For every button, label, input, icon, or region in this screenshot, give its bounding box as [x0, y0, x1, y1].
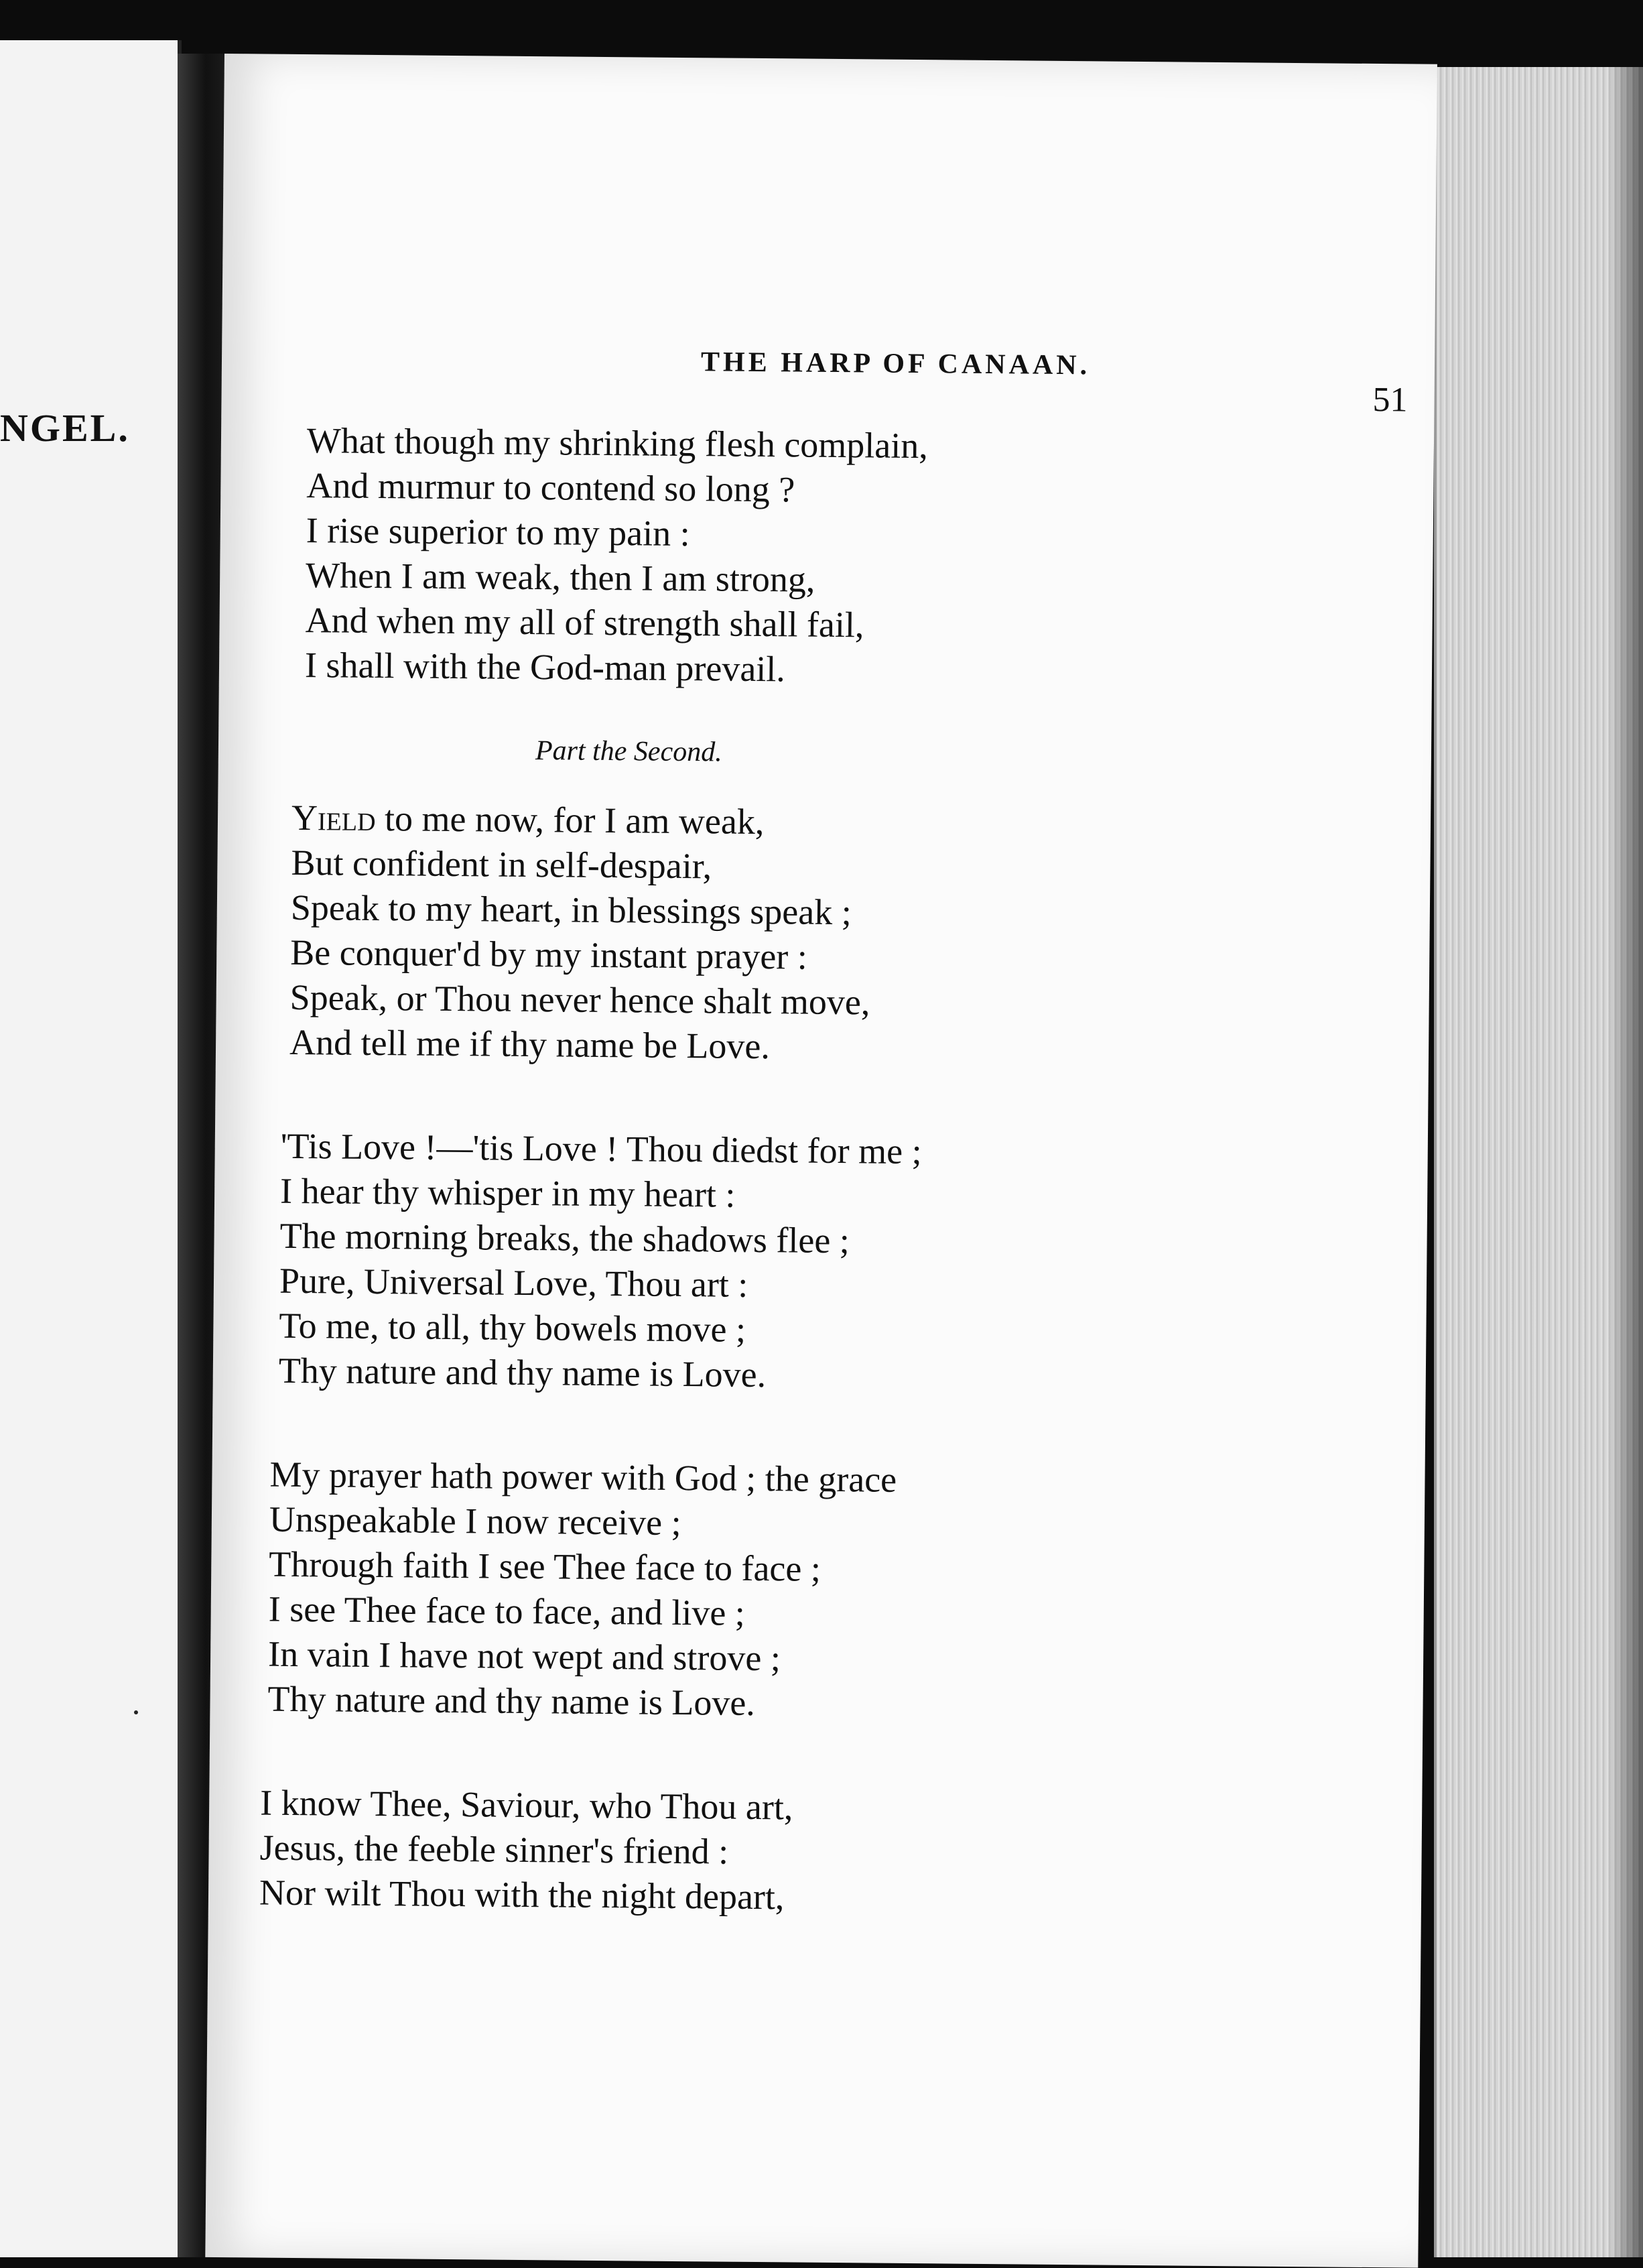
- poem-line: Through faith I see Thee face to face ;: [269, 1544, 822, 1589]
- part-heading: Part the Second.: [535, 735, 722, 768]
- poem-line: And when my all of strength shall fail,: [305, 600, 864, 645]
- poem-line: And tell me if thy name be Love.: [289, 1021, 771, 1067]
- poem-line: I rise superior to my pain :: [306, 510, 690, 554]
- poem-line: Pure, Universal Love, Thou art :: [279, 1260, 748, 1305]
- poem-line: The morning breaks, the shadows flee ;: [279, 1215, 850, 1261]
- edge-shadow: [1608, 67, 1643, 2257]
- poem-line: Thy nature and thy name is Love.: [267, 1678, 756, 1724]
- poem-line: I know Thee, Saviour, who Thou art,: [259, 1782, 793, 1828]
- ink-speck: [134, 1710, 138, 1714]
- poem-line: Thy nature and thy name is Love.: [278, 1350, 767, 1395]
- left-running-head: NGEL.: [0, 406, 130, 450]
- poem-line: Nor wilt Thou with the night depart,: [259, 1872, 785, 1917]
- poem-line: I hear thy whisper in my heart :: [279, 1170, 736, 1215]
- poem-line: Be conquer'd by my instant prayer :: [290, 932, 808, 977]
- page-number: 51: [1372, 380, 1408, 420]
- poem-line: [291, 797, 765, 842]
- book-page: [205, 54, 1437, 2268]
- poem-line: To me, to all, thy bowels move ;: [279, 1305, 746, 1350]
- poem-line: Jesus, the feeble sinner's friend :: [259, 1827, 729, 1872]
- poem-line: I see Thee face to face, and live ;: [268, 1588, 746, 1633]
- poem: [205, 54, 1437, 2268]
- poem-line: But confident in self-despair,: [291, 842, 712, 887]
- poem-line: I shall with the God-man prevail.: [304, 645, 786, 690]
- poem-line-text: to me now, for I am weak,: [375, 798, 765, 842]
- poem-line: What though my shrinking flesh complain,: [306, 420, 929, 466]
- poem-line: Speak, or Thou never hence shalt move,: [289, 976, 870, 1023]
- poem-line: Unspeakable I now receive ;: [269, 1499, 681, 1544]
- running-head: THE HARP OF CANAAN.: [700, 346, 1091, 381]
- poem-line: And murmur to contend so long ?: [306, 465, 795, 510]
- poem-line: 'Tis Love !—'tis Love ! Thou diedst for me ;: [280, 1125, 922, 1172]
- left-facing-page: [0, 40, 182, 2257]
- drop-word: Yield: [291, 797, 376, 839]
- poem-line: In vain I have not wept and strove ;: [267, 1633, 781, 1679]
- poem-line: When I am weak, then I am strong,: [305, 555, 815, 600]
- poem-line: Speak to my heart, in blessings speak ;: [290, 887, 852, 933]
- poem-line: My prayer hath power with God ; the grace: [269, 1454, 897, 1500]
